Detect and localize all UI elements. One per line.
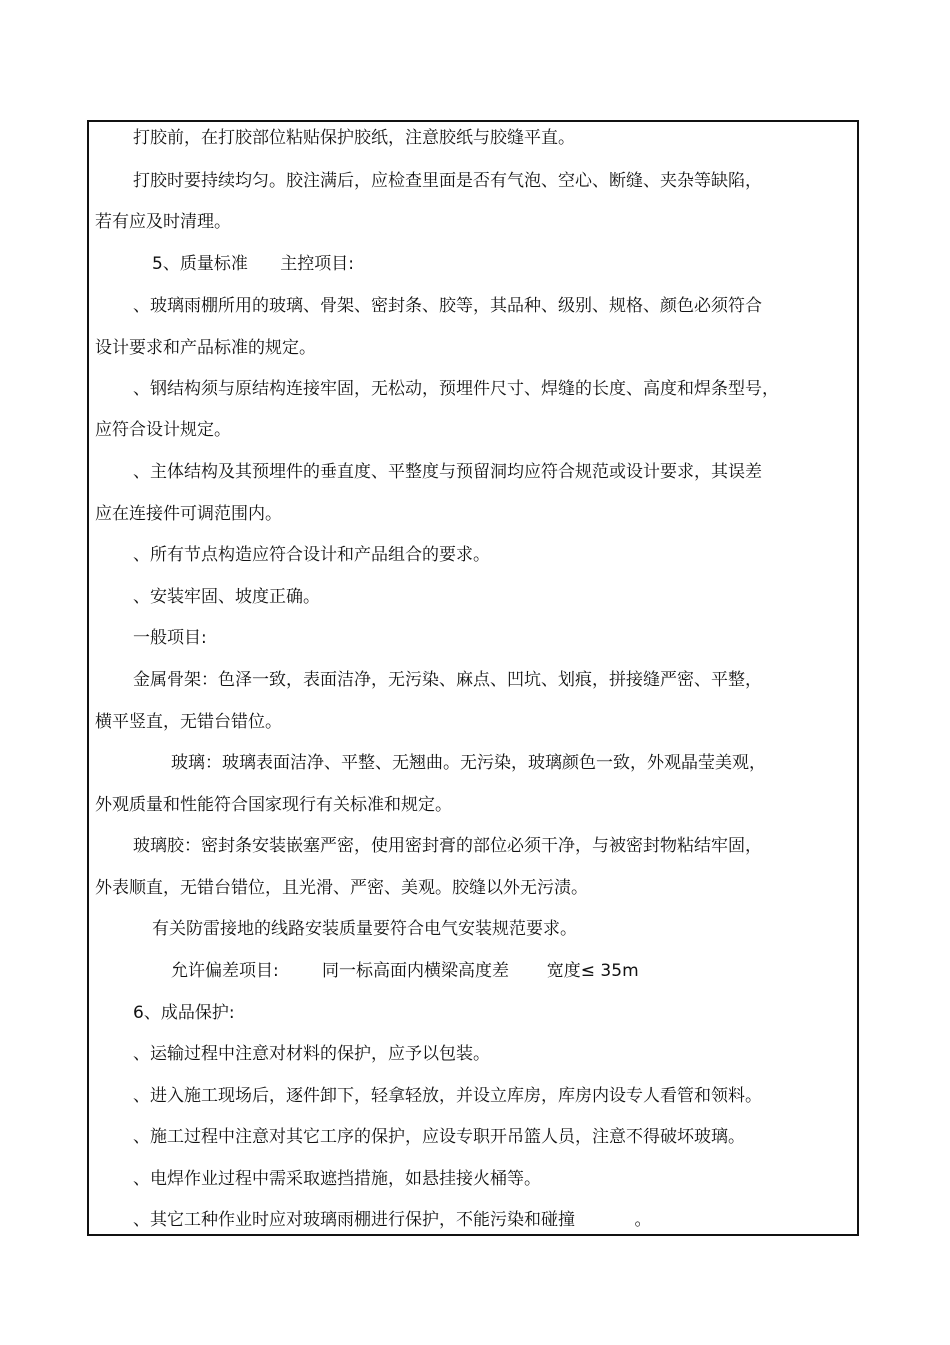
general-items-heading: 一般项目: xyxy=(133,628,207,648)
text-line-8: 应符合设计规定。 xyxy=(95,420,231,440)
text-line-14: 金属骨架：色泽一致，表面洁净，无污染、麻点、凹坑、划痕，拼接缝严密、平整， xyxy=(133,670,762,690)
text-line-12: 、安装牢固、坡度正确。 xyxy=(133,587,320,607)
text-line-27: 、其它工种作业时应对玻璃雨棚进行保护，不能污染和碰撞 。 xyxy=(133,1210,652,1230)
text-line-19: 外表顺直，无错台错位，且光滑、严密、美观。胶缝以外无污渍。 xyxy=(95,878,588,898)
section-6-heading: 6、成品保护: xyxy=(133,1003,235,1023)
text-line-20: 有关防雷接地的线路安装质量要符合电气安装规范要求。 xyxy=(152,919,577,939)
text-line-2: 打胶时要持续均匀。胶注满后，应检查里面是否有气泡、空心、断缝、夹杂等缺陷， xyxy=(133,171,762,191)
text-line-5: 、玻璃雨棚所用的玻璃、骨架、密封条、胶等，其品种、级别、规格、颜色必须符合 xyxy=(133,296,762,316)
text-line-15: 横平竖直，无错台错位。 xyxy=(95,712,282,732)
text-line-24: 、进入施工现场后，逐件卸下，轻拿轻放，并设立库房，库房内设专人看管和领料。 xyxy=(133,1086,762,1106)
text-line-18: 玻璃胶：密封条安装嵌塞严密，使用密封膏的部位必须干净，与被密封物粘结牢固， xyxy=(133,836,762,856)
allowed-deviation-line: 允许偏差项目: 同一标高面内横梁高度差 宽度≤ 35m xyxy=(171,961,639,981)
text-line-3: 若有应及时清理。 xyxy=(95,212,231,232)
text-line-6: 设计要求和产品标准的规定。 xyxy=(95,338,316,358)
section-5-heading: 5、质量标准 主控项目: xyxy=(152,254,354,274)
text-line-17: 外观质量和性能符合国家现行有关标准和规定。 xyxy=(95,795,452,815)
text-line-23: 、运输过程中注意对材料的保护，应予以包装。 xyxy=(133,1044,490,1064)
text-line-10: 应在连接件可调范围内。 xyxy=(95,504,282,524)
text-line-16: 玻璃：玻璃表面洁净、平整、无翘曲。无污染，玻璃颜色一致，外观晶莹美观， xyxy=(171,753,766,773)
text-line-25: 、施工过程中注意对其它工序的保护，应设专职开吊篮人员，注意不得破坏玻璃。 xyxy=(133,1127,745,1147)
text-line-7: 、钢结构须与原结构连接牢固，无松动，预埋件尺寸、焊缝的长度、高度和焊条型号， xyxy=(133,379,779,399)
text-line-26: 、电焊作业过程中需采取遮挡措施，如悬挂接火桶等。 xyxy=(133,1169,541,1189)
text-line-11: 、所有节点构造应符合设计和产品组合的要求。 xyxy=(133,545,490,565)
text-line-1: 打胶前，在打胶部位粘贴保护胶纸，注意胶纸与胶缝平直。 xyxy=(133,128,575,148)
text-line-9: 、主体结构及其预埋件的垂直度、平整度与预留洞均应符合规范或设计要求，其误差 xyxy=(133,462,762,482)
